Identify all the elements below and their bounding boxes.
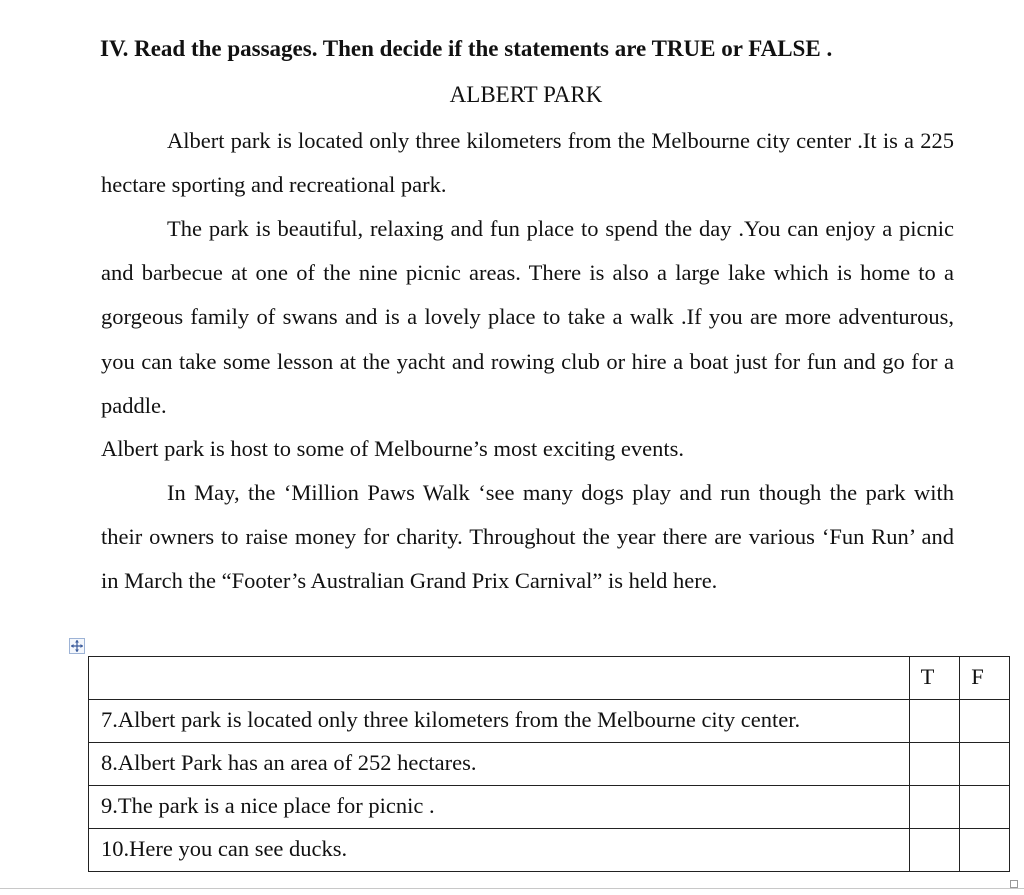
false-answer-cell[interactable] [960, 700, 1010, 743]
true-answer-cell[interactable] [910, 700, 960, 743]
false-answer-cell[interactable] [960, 786, 1010, 829]
statement-cell: 10.Here you can see ducks. [89, 829, 910, 872]
table-header-row [89, 657, 1010, 700]
header-true-cell: T [910, 657, 960, 700]
page-bottom-edge [0, 888, 1024, 889]
header-false-cell: F [960, 657, 1010, 700]
statement-cell: 9.The park is a nice place for picnic . [89, 786, 910, 829]
table-row [89, 700, 1010, 743]
paragraph-1: Albert park is located only three kilometers from the Melbourne city center .It is a 225 hectare sporting and recreational park. [101, 128, 954, 198]
table-row [89, 743, 1010, 786]
true-answer-cell[interactable] [910, 743, 960, 786]
passage-title: ALBERT PARK [449, 82, 603, 107]
table-row [89, 786, 1010, 829]
table-move-handle-icon[interactable] [69, 638, 85, 654]
true-answer-cell[interactable] [910, 786, 960, 829]
true-false-table [88, 656, 1010, 872]
true-answer-cell[interactable] [910, 829, 960, 872]
paragraph-3: Albert park is host to some of Melbourne’s most exciting events. [101, 436, 685, 461]
table-row [89, 829, 1010, 872]
paragraph-4: In May, the ‘Million Paws Walk ‘see many dogs play and run though the park with their owners to raise money for charity. Throughout the year there are various ‘Fun Run’ and in March the “Footer’s Australian Grand Prix Carnival” is held here. [101, 480, 954, 594]
statement-cell: 7.Albert park is located only three kilometers from the Melbourne city center. [89, 700, 910, 743]
false-answer-cell[interactable] [960, 829, 1010, 872]
table-resize-handle-icon[interactable] [1010, 880, 1018, 888]
paragraph-2: The park is beautiful, relaxing and fun place to spend the day .You can enjoy a picnic and barbecue at one of the nine picnic areas. There is also a large lake which is home to a gorgeous family of swans and is a lovely place to take a walk .If you are more adventurous, you can take some lesson at the yacht and rowing club or hire a boat just for fun and go for a paddle. [101, 216, 954, 418]
statement-cell: 8.Albert Park has an area of 252 hectares. [89, 743, 910, 786]
exercise-heading: IV. Read the passages. Then decide if the statements are TRUE or FALSE . [100, 36, 833, 61]
header-statement-cell [89, 657, 910, 700]
false-answer-cell[interactable] [960, 743, 1010, 786]
